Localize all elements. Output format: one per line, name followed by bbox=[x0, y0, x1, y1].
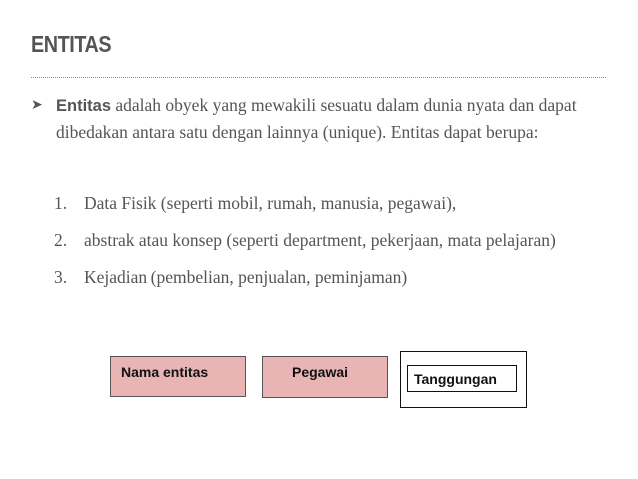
entity-box-nama-entitas bbox=[110, 356, 246, 397]
list-item-text: Data Fisik (seperti mobil, rumah, manusia, pegawai), bbox=[84, 193, 457, 213]
list-item-text: Kejadian (pembelian, penjualan, peminjaman) bbox=[84, 267, 408, 287]
entity-types-list bbox=[54, 190, 606, 301]
list-item-text: abstrak atau konsep (seperti department, pekerjaan, mata pelajaran) bbox=[84, 230, 556, 250]
list-item-number: 1. bbox=[54, 193, 68, 213]
list-item bbox=[54, 227, 606, 253]
title-divider bbox=[31, 77, 606, 78]
arrowhead-icon: ➤ bbox=[31, 97, 43, 113]
entity-label: Tanggungan bbox=[407, 365, 517, 392]
list-item-number: 3. bbox=[54, 267, 68, 287]
intro-keyword: Entitas bbox=[56, 97, 112, 115]
entity-label: Pegawai bbox=[292, 364, 349, 380]
intro-paragraph bbox=[56, 92, 606, 145]
entity-label: Nama entitas bbox=[121, 364, 209, 380]
slide-title: ENTITAS bbox=[31, 31, 112, 57]
intro-bullet bbox=[31, 92, 606, 145]
list-item bbox=[54, 190, 606, 216]
weak-entity-box-tanggungan bbox=[400, 351, 527, 408]
intro-text: adalah obyek yang mewakili sesuatu dalam dunia nyata dan dapat dibedakan antara satu dengan lainnya (unique). Entitas dapat berupa: bbox=[56, 95, 577, 142]
list-item-number: 2. bbox=[54, 230, 68, 250]
list-item bbox=[54, 264, 606, 290]
entity-box-pegawai bbox=[262, 356, 388, 398]
